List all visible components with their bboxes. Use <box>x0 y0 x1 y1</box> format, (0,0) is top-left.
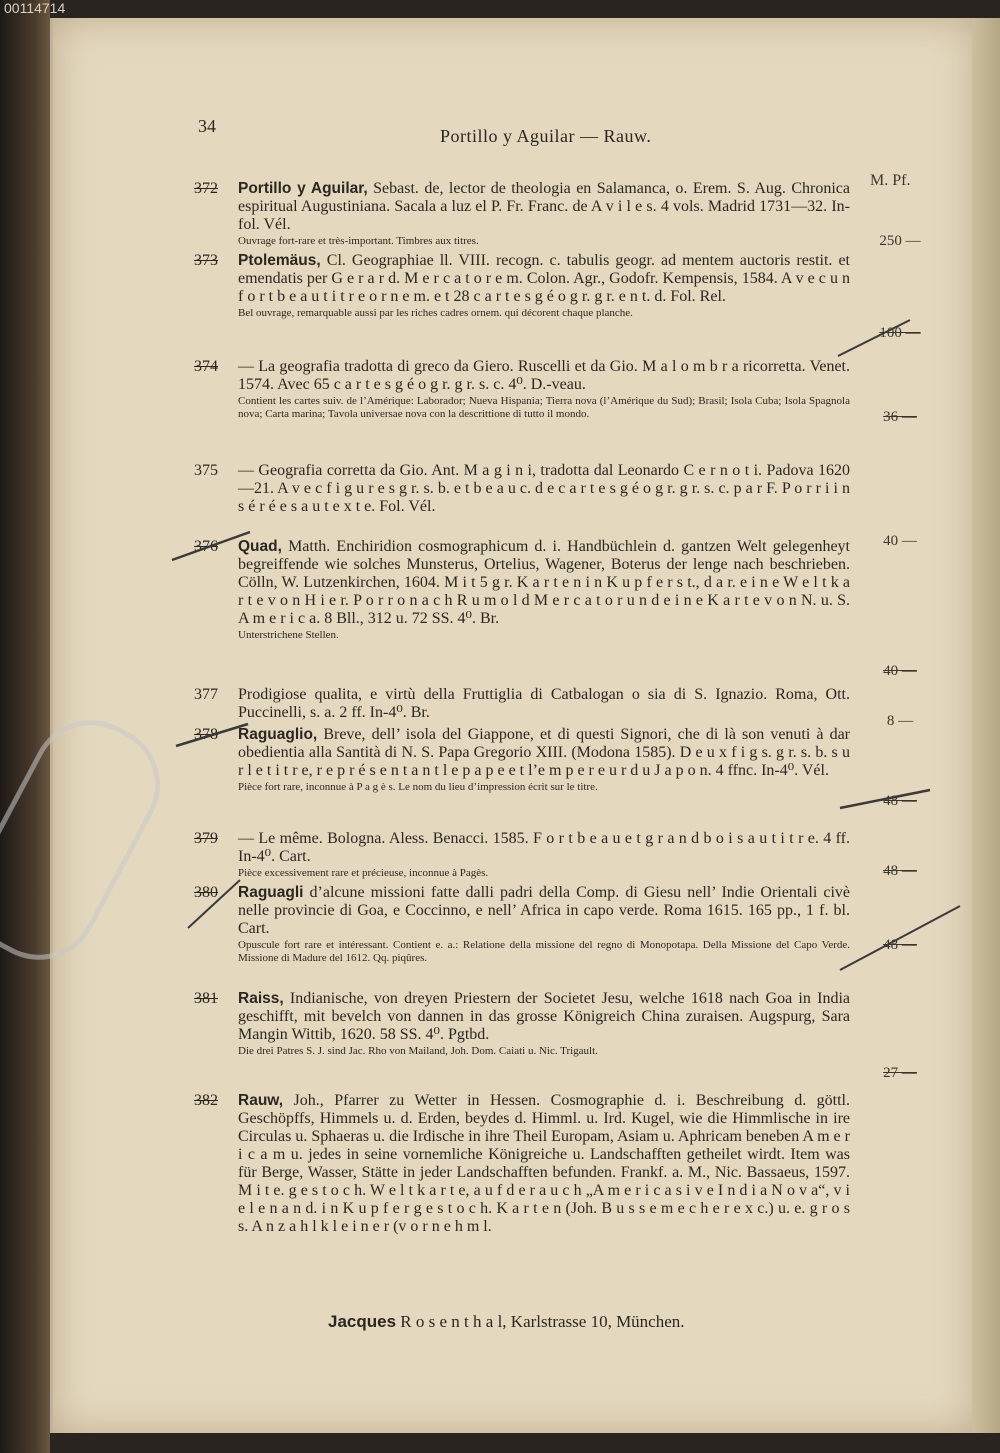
entry-text: Breve, dell’ isola del Giappone, et di questi Signori, che di là son venuti à dar obedientia alla Santità di N. S. Papa Gregorio XIII. (Modona 1585). D e u x f i g s. g r. s. b. s u r l e t i t r e, r e p r é s e n t a n t l e p a p e e t l’e m p e r e u r d u J a p o n. 4 ffnc. In-4⁰. Vél. <box>238 726 851 779</box>
entry-name: Rauw, <box>238 1092 284 1109</box>
entry-text: — La geografia tradotta di greco da Giero. Ruscelli et da Gio. M a l o m b r a ricorretta. Venet. 1574. Avec 65 c a r t e s g é o g r. g r. s. c. 4⁰. D.-veau. <box>238 358 850 393</box>
entry-price: 48 — <box>883 937 917 953</box>
pencil-strike <box>840 790 930 808</box>
entry-price: 48 — <box>883 793 917 809</box>
entry-price: 8 — <box>886 713 914 729</box>
entry-price: 100 — <box>879 325 921 341</box>
price-column-header: M. Pf. <box>870 172 911 189</box>
entry-text: Joh., Pfarrer zu Wetter in Hessen. Cosmographie d. i. Beschreibung d. göttl. Geschöpffs, Himmels u. d. Erden, beydes d. Himml. u. Ird. Kugel, wie die Himmlische in ire Circulas u. Sphaeras u. die Irdische in ihre Theil Europam, Asiam u. Aphricam beneben A m e r i c a m u. jedes in seine vornemliche Königreiche u. Landschafften getheilet wirdt. Item was für Berge, Wasser, Stätte in jeder Landschafften befunden. Frankf. a. M., Nic. Bassaeus, 1597. M i t e. g e s t o c h. W e l t k a r t e, a u f d e r a u c h „A m e r i c a s i v e I n d i a N o v a“, v i e l e n a n d. i n K u p f e r g e s t o c h. K a r t e n (Joh. B u s s e m e c h e r e x c.) u. e. g r o s s. A n z a h l k l e i n e r (v o r n e h m l. <box>238 1092 851 1235</box>
entry-number: 372 <box>194 180 218 197</box>
pencil-tick <box>838 320 910 356</box>
running-head: Portillo y Aguilar — Rauw. <box>440 126 652 146</box>
entry-price: 40 — <box>883 533 917 549</box>
pencil-strike <box>172 532 250 560</box>
entry-number: 382 <box>194 1092 218 1109</box>
page-number: 34 <box>198 116 216 136</box>
entry-text: — Le même. Bologna. Aless. Benacci. 1585. F o r t b e a u e t g r a n d b o i s a u t i t r e. 4 ff. In-4⁰. Cart. <box>238 830 850 865</box>
entry-number: 379 <box>194 830 218 847</box>
entry-text: Cl. Geographiae ll. VIII. recogn. c. tabulis geogr. ad mentem auctoris restit. et emendatis per G e r a r d. M e r c a t o r e m. Colon. Agr., Godofr. Kempensis, 1584. A v e c u n f o r t b e a u t i t r e o r n e m. e t 28 c a r t e s g é o g r. g r. e n t. d. Fol. Rel. <box>238 252 851 305</box>
entry-number: 374 <box>194 358 218 375</box>
entry-text: Matth. Enchiridion cosmographicum d. i. Handbüchlein d. gantzen Welt gelegenheyt begreiffende wie solches Munsterus, Ortelius, Wagener, Boterus der lenge nach beschrieben. Cölln, W. Lutzenkirchen, 1604. M i t 5 g r. K a r t e n i n K u p f e r s t., d a r. e i n e W e l t k a r t e v o n H i e r. P o r r o n a c h R u m o l d M e r c a t o r u n d e i n e K a r t e v o n N. u. S. A m e r i c a. 8 Bll., 312 u. 72 SS. 4⁰. Br. <box>238 538 851 627</box>
entry-name: Ptolemäus, <box>238 252 321 269</box>
entry-number: 373 <box>194 252 218 269</box>
pencil-tick <box>188 880 240 928</box>
scan-label: 00114714 <box>4 0 66 16</box>
entry-text: Sebast. de, lector de theologia en Salamanca, o. Erem. S. Aug. Chronica espiritual Augustiniana. Sacala a luz el P. Fr. Franc. de A v i l e s. 4 vols. Madrid 1731—32. In-fol. Vél. <box>238 180 850 233</box>
entry-number: 380 <box>194 884 218 901</box>
entry-name: Quad, <box>238 538 282 555</box>
entry-note: Pièce fort rare, inconnue à P a g è s. Le nom du lieu d’impression écrit sur le titre. <box>238 781 598 793</box>
entry-note: Bel ouvrage, remarquable aussi par les riches cadres ornem. qui décorent chaque planche. <box>238 307 633 319</box>
entry-note: Unterstrichene Stellen. <box>238 629 339 641</box>
entry-text: Prodigiose qualita, e virtù della Fruttiglia di Catbalogan o sia di S. Ignazio. Roma, Ott. Puccinelli, s. a. 2 ff. In-4⁰. Br. <box>238 686 850 721</box>
entry-text: — Geografia corretta da Gio. Ant. M a g i n i, tradotta dal Leonardo C e r n o t i. Padova 1620—21. A v e c f i g u r e s g r. s. b. e t b e a u c. d e c a r t e s g é o g r. g r. s. c. p a r F. P o r r i i n s é r é e s a u t e x t e. Fol. Vél. <box>238 462 850 515</box>
entry-price: 48 — <box>883 863 917 879</box>
entry-price: 40 — <box>883 663 917 679</box>
entry-name: Raguaglio, <box>238 726 318 743</box>
entry-text: d’alcune missioni fatte dalli padri della Comp. di Giesu nell’ Indie Orientali civè nelle provincie di Goa, e Coccinno, e nell’ Africa in capo verde. Roma 1615. 165 pp., 1 f. bl. Cart. <box>238 884 850 937</box>
entry-note: Contient les cartes suiv. de l’Amérique: Laborador; Nueva Hispania; Tierra nova (l’Amérique du Sud); Brasil; Isola Cuba; Isola Spagnola nova; Carta marina; Tavola universae nova con la descrittione di tutto il mondo. <box>238 395 850 420</box>
pencil-strike <box>176 724 248 746</box>
entry-price: 36 — <box>883 409 917 425</box>
entry-name: Raguagli <box>238 884 304 901</box>
entry-number: 375 <box>194 462 218 479</box>
pencil-tick <box>840 906 960 970</box>
footer-publisher: Jacques <box>328 1312 397 1331</box>
entry-text: Indianische, von dreyen Priestern der Societet Jesu, welche 1618 nach Goa in India geschifft, mit bevelch von dannen in das grosse Königreich China zuraisen. Augspurg, Sara Mangin Wittib, 1620. 58 SS. 4⁰. Pgtbd. <box>238 990 850 1043</box>
entry-name: Raiss, <box>238 990 284 1007</box>
footer-address: R o s e n t h a l, Karlstrasse 10, München. <box>400 1312 685 1331</box>
entry-number: 381 <box>194 990 218 1007</box>
entry-price: 27 — <box>883 1065 917 1081</box>
entry-number: 377 <box>194 686 218 703</box>
entry-price: 250 — <box>879 233 921 249</box>
entry-note: Opuscule fort rare et intéressant. Contient e. a.: Relatione della missione del regno di Monopotapa. Della Missione del Capo Verde. Missione di Madure del 1612. Qq. piqûres. <box>238 939 850 964</box>
entry-note: Pièce excessivement rare et précieuse, inconnue à Pagès. <box>238 867 489 879</box>
entry-note: Die drei Patres S. J. sind Jac. Rho von Mailand, Joh. Dom. Caiati u. Nic. Trigault. <box>238 1045 598 1057</box>
entry-number: 376 <box>194 538 218 555</box>
entry-note: Ouvrage fort-rare et très-important. Timbres aux titres. <box>238 235 479 247</box>
entry-name: Portillo y Aguilar, <box>238 180 368 197</box>
entry-number: 378 <box>194 726 218 743</box>
